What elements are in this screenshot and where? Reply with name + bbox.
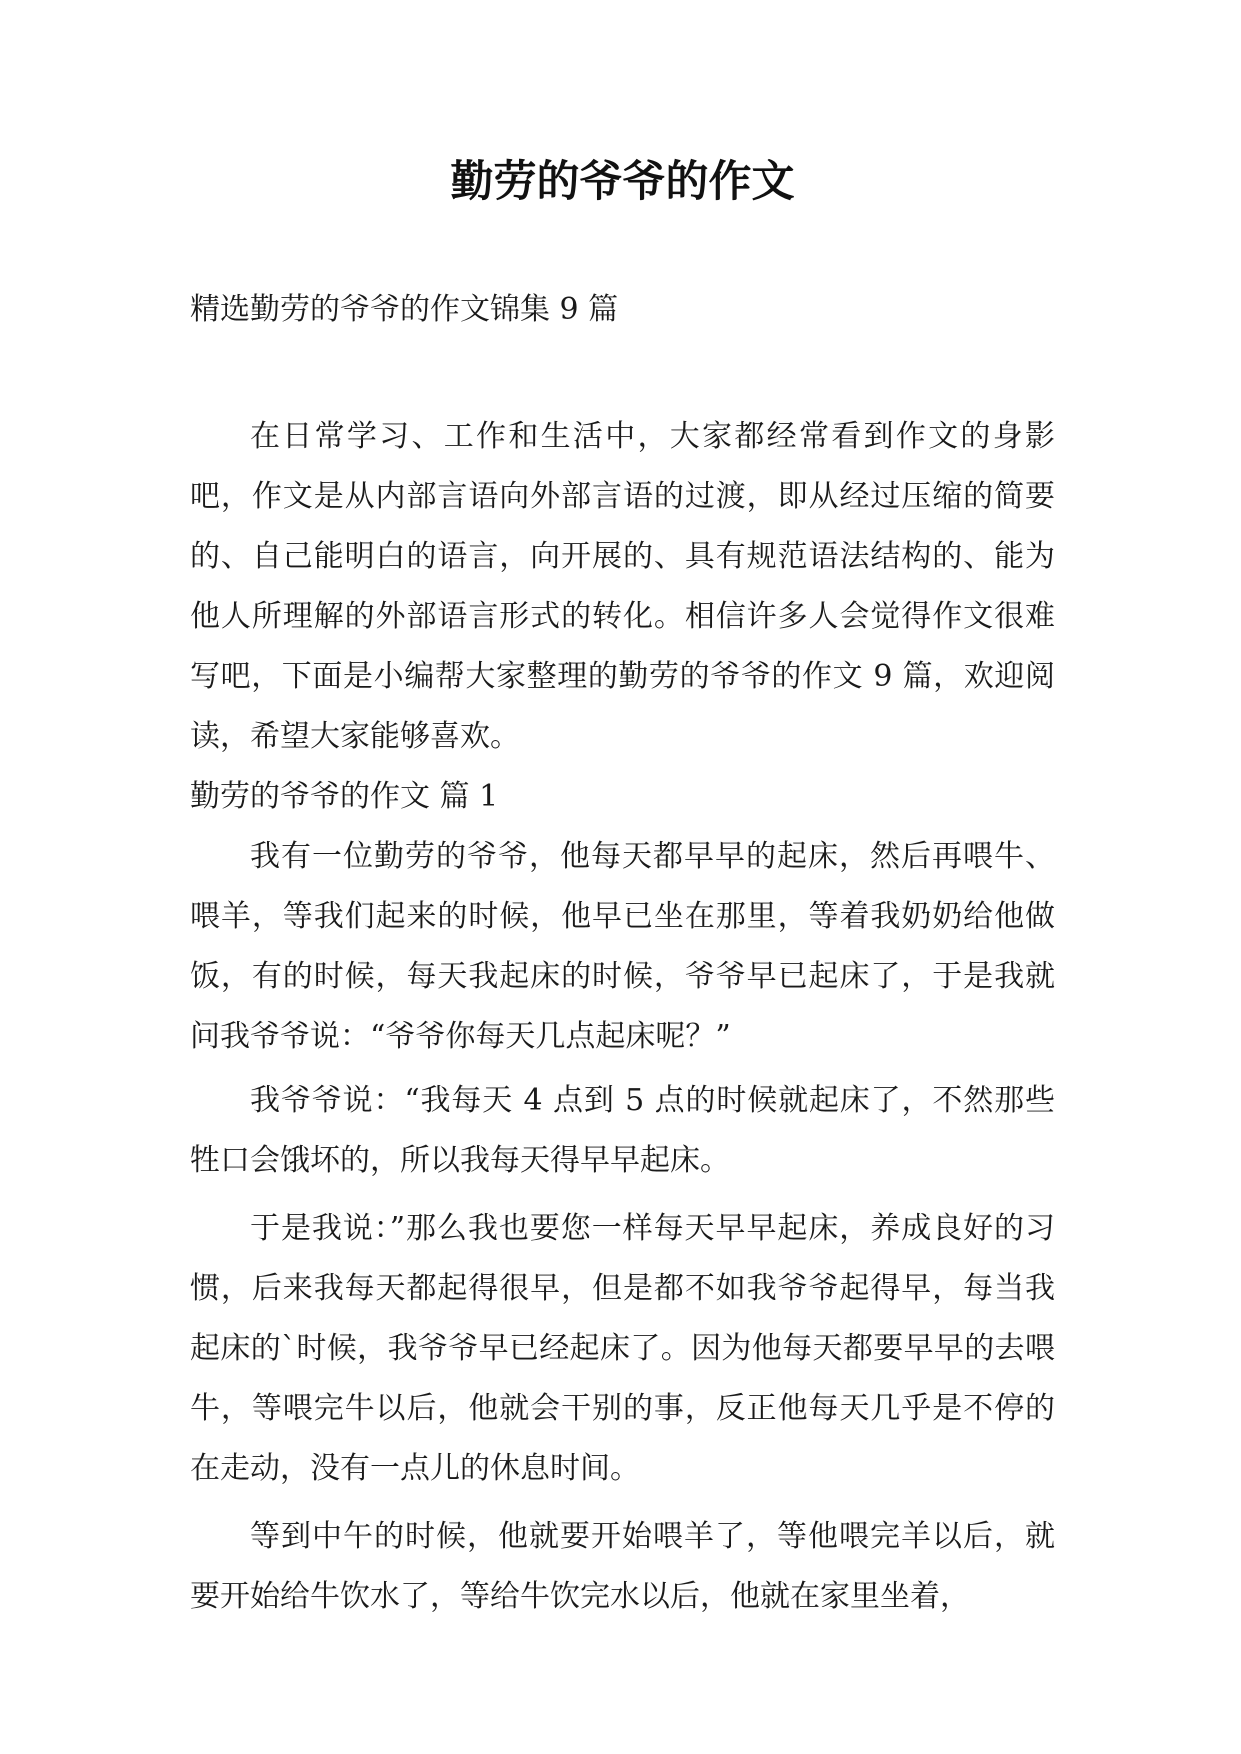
document-subtitle: 精选勤劳的爷爷的作文锦集 9 篇	[190, 292, 619, 327]
section-paragraph-2: 我爷爷说：“我每天 4 点到 5 点的时候就起床了，不然那些牲口会饿坏的，所以我每天得早早起床。	[190, 1083, 1055, 1178]
document-body	[190, 407, 1055, 1635]
section-paragraph-1: 我有一位勤劳的爷爷，他每天都早早的起床，然后再喂牛、喂羊，等我们起来的时候，他早已坐在那里，等着我奶奶给他做饭，有的时候，每天我起床的时候，爷爷早已起床了，于是我就问我爷爷说：“爷爷你每天几点起床呢？”	[190, 839, 1055, 1054]
intro-paragraph: 在日常学习、工作和生活中，大家都经常看到作文的身影吧，作文是从内部言语向外部言语的过渡，即从经过压缩的简要的、自己能明白的语言，向开展的、具有规范语法结构的、能为他人所理解的外部语言形式的转化。相信许多人会觉得作文很难写吧，下面是小编帮大家整理的勤劳的爷爷的作文 9 篇，欢迎阅读，希望大家能够喜欢。	[190, 419, 1055, 754]
section-heading: 勤劳的爷爷的作文 篇 1	[190, 779, 499, 814]
section-paragraph-4: 等到中午的时候，他就要开始喂羊了，等他喂完羊以后，就要开始给牛饮水了，等给牛饮完水以后，他就在家里坐着，	[190, 1519, 1055, 1614]
section-paragraph-3: 于是我说：”那么我也要您一样每天早早起床，养成良好的习惯，后来我每天都起得很早，但是都不如我爷爷起得早，每当我起床的`时候，我爷爷早已经起床了。因为他每天都要早早的去喂牛，等喂完牛以后，他就会干别的事，反正他每天几乎是不停的在走动，没有一点儿的休息时间。	[190, 1211, 1055, 1486]
document-title: 勤劳的爷爷的作文	[450, 157, 795, 207]
